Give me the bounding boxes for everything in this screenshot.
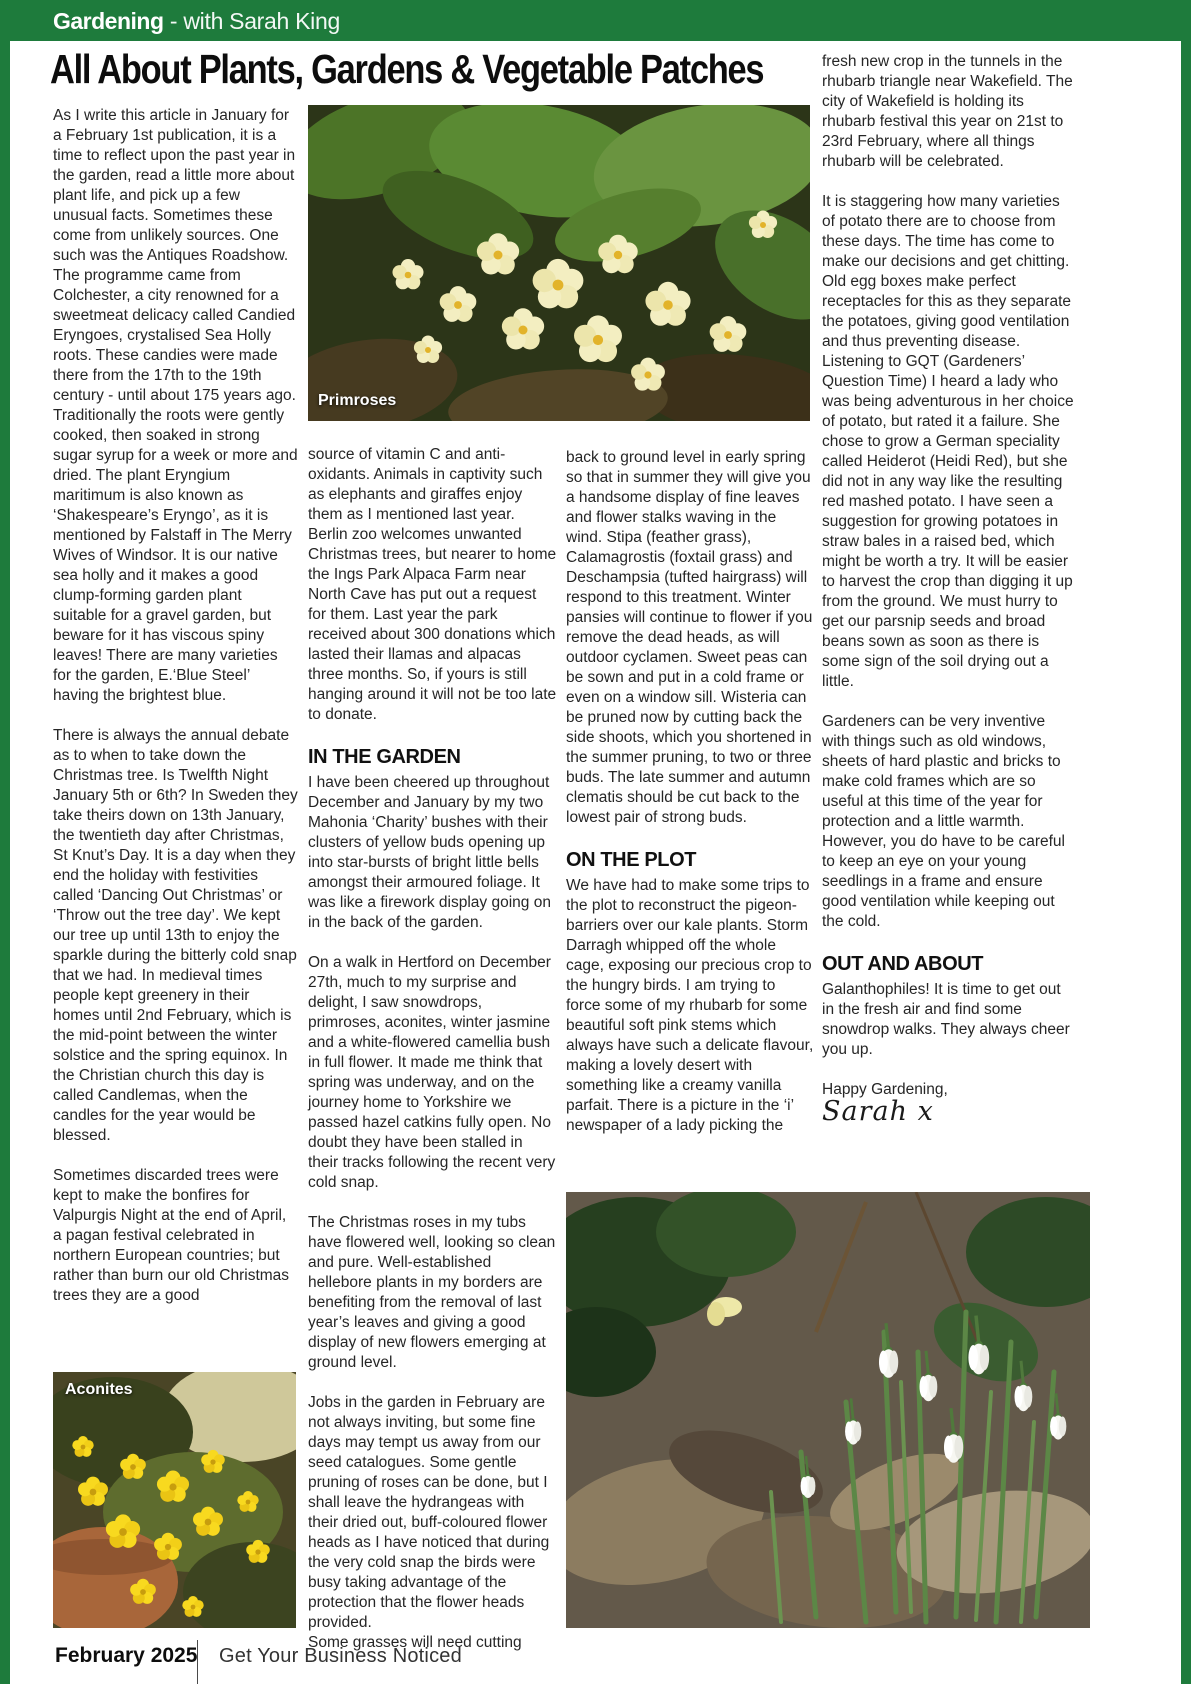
footer-divider: [197, 1640, 198, 1684]
paragraph: The Christmas roses in my tubs have flowered well, looking so clean and pure. Well-established hellebore plants in my borders are benefiting from the removal of last year’s leaves and giving a good display of new flowers emerging at ground level.: [308, 1214, 556, 1371]
column-4: [822, 52, 1074, 1127]
footer-issue-date: February 2025: [55, 1644, 198, 1667]
article-title: All About Plants, Gardens & Vegetable Patches: [50, 46, 764, 92]
footer-tagline: Get Your Business Noticed: [219, 1645, 462, 1667]
paragraph: As I write this article in January for a February 1st publication, it is a time to reflect upon the past year in the garden, read a little more about plant life, and pick up a few unusual facts. Sometimes these come from unlikely sources. One such was the Antiques Roadshow. The programme came from Colchester, a city renowned for a sweetmeat delicacy called Candied Eryngoes, crystalised Sea Holly roots. These candies were made there from the 17th to the 19th century - until about 175 years ago. Traditionally the roots were gently cooked, then soaked in strong sugar syrup for a week or more and dried. The plant Eryngium maritimum is also known as ‘Shakespeare’s Eryngo’, as it is mentioned by Falstaff in The Merry Wives of Windsor. It is our native sea holly and it makes a good clump-forming garden plant suitable for a gravel garden, but beware for it has viscous spiny leaves! There are many varieties for the garden, E.‘Blue Steel’ having the brightest blue.: [53, 107, 298, 704]
paragraph: On a walk in Hertford on December 27th, much to my surprise and delight, I saw snowdrops, primroses, aconites, winter jasmine and a white-flowered camellia bush in full flower. It made me think that spring was underway, and on the journey home to Yorkshire we passed hazel catkins fully open. No doubt they have been stalled in their tracks following the recent very cold snap.: [308, 954, 556, 1191]
snowdrops-photo: [566, 1192, 1090, 1628]
paragraph: We have had to make some trips to the plot to reconstruct the pigeon-barriers over our kale plants. Storm Darragh whipped off the whole cage, exposing our precious crop to the hungry birds. I am trying to force some of my rhubarb for some beautiful soft pink stems which always have such a delicate flavour, making a lovely desert with something like a creamy vanilla parfait. There is a picture in the ‘i’ newspaper of a lady picking the: [566, 877, 814, 1134]
paragraph: source of vitamin C and anti-oxidants. Animals in captivity such as elephants and giraffes enjoy them as I mentioned last year. Berlin zoo welcomes unwanted Christmas trees, but nearer to home the Ings Park Alpaca Farm near North Cave has put out a request for them. Last year the park received about 300 donations which lasted their llamas and alpacas three months. So, if yours is still hanging around it will not be too late to donate.: [308, 446, 557, 723]
primroses-photo-label: Primroses: [318, 392, 397, 409]
paragraph: fresh new crop in the tunnels in the rhubarb triangle near Wakefield. The city of Wakefield is holding its rhubarb festival this year on 21st to 23rd February, where all things rhubarb will be celebrated.: [822, 53, 1073, 170]
paragraph: I have been cheered up throughout December and January by my two Mahonia ‘Charity’ bushes with their clusters of yellow buds opening up into star-bursts of bright little bells amongst their armoured foliage. It was like a firework display going on in the back of the garden.: [308, 774, 551, 931]
section-byline: - with Sarah King: [169, 8, 340, 34]
paragraph: There is always the annual debate as to when to take down the Christmas tree. Is Twelfth Night January 5th or 6th? In Sweden they take theirs down on 13th January, the twentieth day after Christmas, St Knut’s Day. It is a day when they end the holiday with festivities called ‘Dancing Out Christmas’ or ‘Throw out the tree day’. We kept our tree up until 13th to enjoy the sparkle during the bitterly cold snap that we had. In medieval times people kept greenery in their homes until 2nd February, which is the mid-point between the winter solstice and the spring equinox. In the Christian church this day is called Candlemas, when the candles for the year would be blessed.: [53, 727, 298, 1144]
paragraph: Galanthophiles! It is time to get out in the fresh air and find some snowdrop walks. They always cheer you up.: [822, 981, 1070, 1058]
paragraph: Gardeners can be very inventive with things such as old windows, sheets of hard plastic and bricks to make cold frames which are so useful at this time of the year for protection and a little warmth. However, you do have to be careful to keep an eye on your young seedlings in a frame and ensure good ventilation while keeping out the cold.: [822, 713, 1065, 930]
aconites-photo-label: Aconites: [65, 1381, 133, 1398]
paragraph: Jobs in the garden in February are not always inviting, but some fine days may tempt us away from our seed catalogues. Some gentle pruning of roses can be done, but I shall leave the hydrangeas with their dried out, buff-coloured flower heads as I have noticed that during the very cold snap the birds were busy taking advantage of the protection that the flower heads provided.: [308, 1394, 550, 1631]
paragraph: Sometimes discarded trees were kept to make the bonfires for Valpurgis Night at the end of April, a pagan festival celebrated in northern European countries; but rather than burn our old Christmas trees they are a good: [53, 1167, 290, 1304]
paragraph: Some grasses will need cutting: [308, 1634, 522, 1651]
aconites-photo: [53, 1372, 296, 1628]
column-3: [566, 448, 814, 1156]
heading-in-the-garden: IN THE GARDEN: [308, 746, 461, 768]
section-title: Gardening: [53, 8, 164, 34]
column-1: [53, 106, 298, 1326]
heading-out-and-about: OUT AND ABOUT: [822, 953, 984, 975]
heading-on-the-plot: ON THE PLOT: [566, 849, 697, 871]
primroses-illustration: [308, 105, 810, 421]
column-2: [308, 445, 557, 1653]
aconites-illustration: [53, 1372, 296, 1628]
left-green-border: [0, 0, 10, 1684]
snowdrops-illustration: [566, 1192, 1090, 1628]
primroses-photo: [308, 105, 810, 421]
paragraph: back to ground level in early spring so that in summer they will give you a handsome display of fine leaves and flower stalks waving in the wind. Stipa (feather grass), Calamagrostis (foxtail grass) and Deschampsia (tufted hairgrass) will respond to this treatment. Winter pansies will continue to flower if you remove the dead heads, as will outdoor cyclamen. Sweet peas can be sown and put in a cold frame or even on a window sill. Wisteria can be pruned now by cutting back the side shoots, which you shortened in the summer pruning, to two or three buds. The late summer and autumn clematis should be cut back to the lowest pair of strong buds.: [566, 449, 813, 826]
section-header-bar: [0, 0, 1191, 41]
author-signature: Sarah x: [822, 1096, 934, 1127]
section-header-text: [53, 8, 340, 35]
paragraph: It is staggering how many varieties of potato there are to choose from these days. The time has come to make our decisions and get chitting. Old egg boxes make perfect receptacles for this as they separate the potatoes, giving good ventilation and thus preventing disease. Listening to GQT (Gardeners’ Question Time) I heard a lady who was being adventurous in her choice of potato, but rated it a failure. She chose to grow a German speciality called Heiderot (Heidi Red), but she did not in any way like the resulting red mashed potato. I have seen a suggestion for growing potatoes in straw bales in a raised bed, which might be worth a try. It will be easier to harvest the crop than digging it up from the ground. We must hurry to get our parsnip seeds and broad beans sown as soon as there is some sign of the soil drying out a little.: [822, 193, 1074, 690]
right-green-border: [1181, 0, 1191, 1684]
paragraph: Happy Gardening,: [822, 1081, 948, 1098]
